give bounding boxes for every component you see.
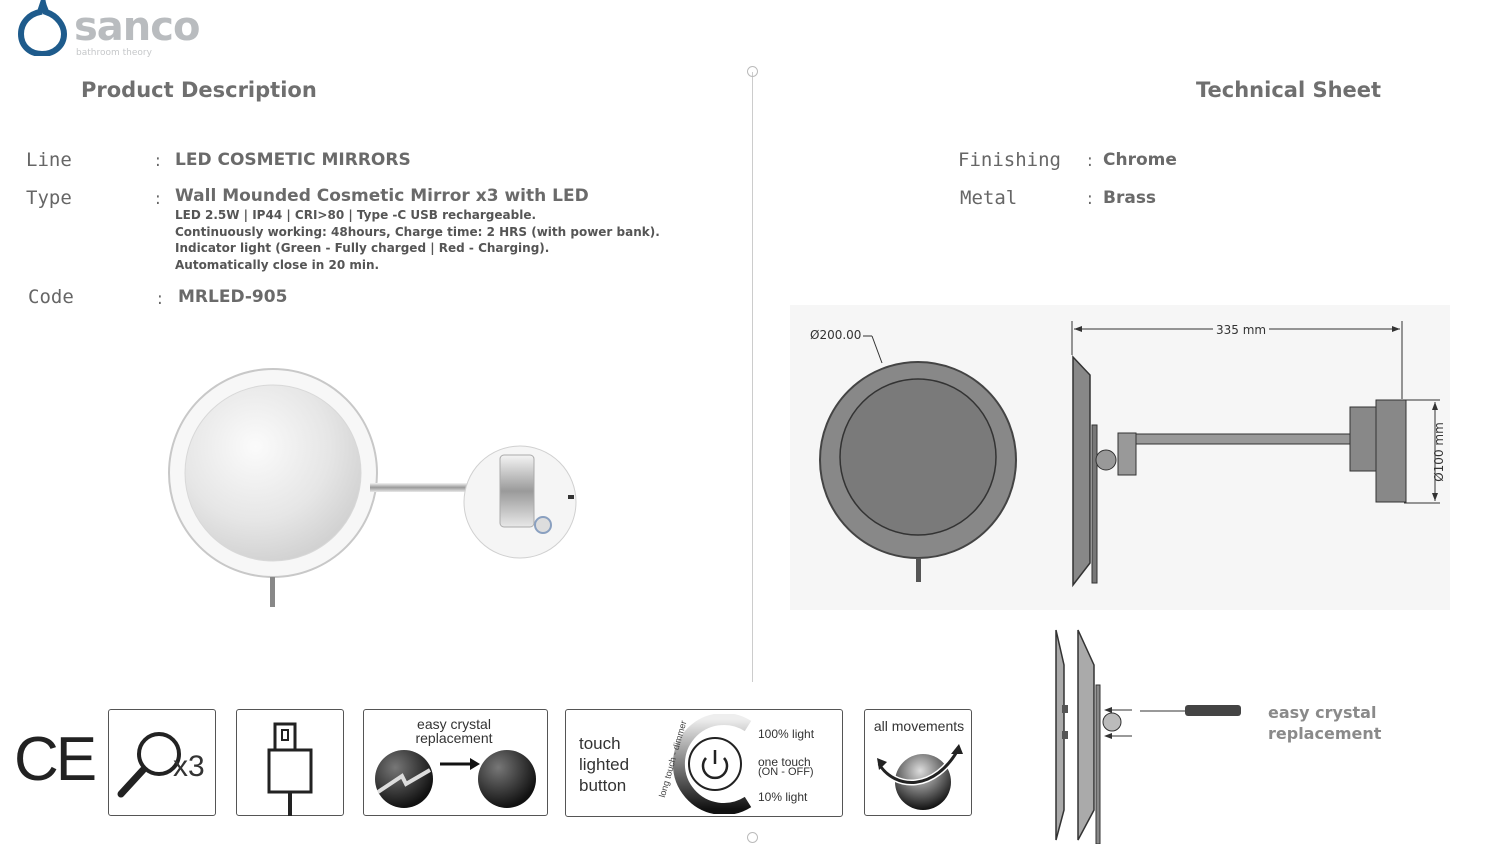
- type-label: Type: [26, 187, 72, 209]
- mirror-product-photo: [160, 355, 590, 615]
- usb-icon-box: [236, 709, 344, 816]
- type-detail-line: LED 2.5W | IP44 | CRI>80 | Type -C USB rechargeable.: [175, 208, 537, 222]
- code-colon: :: [157, 289, 163, 309]
- magnify-factor: x3: [173, 750, 205, 783]
- replacement-note-line: easy crystal: [1268, 703, 1377, 722]
- type-detail-line: Automatically close in 20 min.: [175, 257, 380, 272]
- low-light-label: 10% light: [758, 790, 808, 804]
- finishing-value: Chrome: [1103, 150, 1177, 170]
- divider-top-circle: [747, 66, 758, 77]
- crystal-icon-label: easy crystal replacement: [415, 716, 493, 746]
- crystal-swap-icon: [374, 748, 544, 810]
- divider-bottom-circle: [747, 832, 758, 843]
- code-label: Code: [28, 286, 74, 308]
- type-value: Wall Mounded Cosmetic Mirror x3 with LED: [175, 186, 589, 206]
- type-detail-line: Indicator light (Green - Fully charged | Red - Charging).: [175, 241, 550, 255]
- rotation-sphere-icon: [875, 740, 963, 812]
- diameter-dimension: Ø200.00: [810, 328, 862, 342]
- crystal-replacement-drawing: [1050, 625, 1250, 844]
- center-divider: [752, 72, 753, 682]
- finishing-colon: :: [1087, 151, 1093, 171]
- line-value: LED COSMETIC MIRRORS: [175, 150, 411, 170]
- finishing-label: Finishing: [958, 149, 1061, 171]
- base-dimension: Ø100 mm: [1431, 422, 1446, 482]
- metal-colon: :: [1087, 189, 1093, 209]
- movements-icon-box: [864, 709, 972, 816]
- touch-icon-box: [565, 709, 843, 817]
- line-colon: :: [155, 151, 161, 171]
- full-light-label: 100% light: [758, 727, 815, 741]
- line-label: Line: [26, 149, 72, 171]
- replacement-note-line: replacement: [1268, 724, 1382, 743]
- dimmer-arc-label: long touch - dimmer: [657, 719, 689, 799]
- technical-drawing: [790, 305, 1450, 610]
- sanco-drop-logo-icon: [18, 0, 68, 56]
- product-description-heading: Product Description: [81, 78, 317, 102]
- technical-sheet-heading: Technical Sheet: [1196, 78, 1382, 102]
- replacement-note: [1268, 702, 1381, 744]
- crystal-icon-box: [363, 709, 548, 816]
- metal-value: Brass: [1103, 188, 1157, 208]
- one-touch-label: one touch: [758, 755, 811, 769]
- type-colon: :: [155, 189, 161, 209]
- ce-mark-icon: CE: [14, 725, 95, 794]
- brand-tagline: bathroom theory: [76, 48, 152, 58]
- type-details: [175, 207, 660, 273]
- metal-label: Metal: [960, 187, 1018, 209]
- type-detail-line: Continuously working: 48hours, Charge time: 2 HRS (with power bank).: [175, 224, 660, 239]
- on-off-label: (ON - OFF): [758, 766, 814, 778]
- length-dimension: 335 mm: [1213, 323, 1269, 337]
- brand-name: sanco: [74, 4, 200, 50]
- usb-c-icon: [265, 720, 315, 816]
- code-value: MRLED-905: [178, 287, 288, 307]
- movements-label: all movements: [873, 718, 965, 734]
- magnify-icon-box: [108, 709, 216, 816]
- touch-button-label: touch lighted button: [579, 734, 630, 795]
